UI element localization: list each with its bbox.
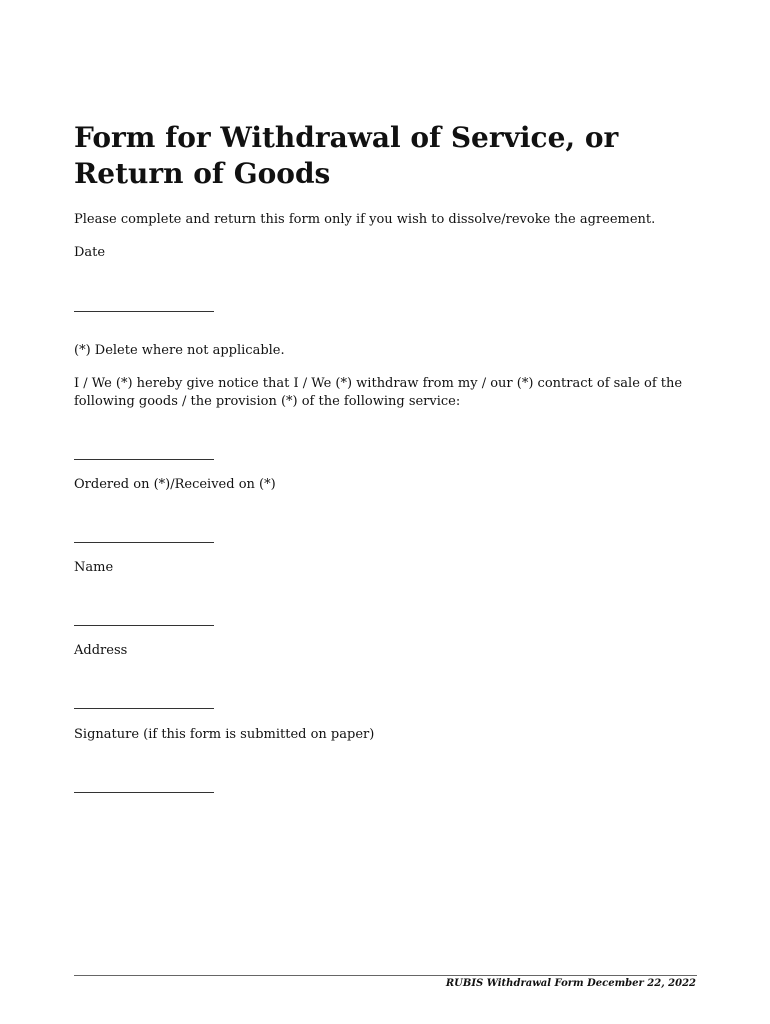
footer-divider xyxy=(74,975,697,976)
footer-text: RUBIS Withdrawal Form December 22, 2022 xyxy=(445,978,696,989)
goods-blank-line xyxy=(74,459,214,460)
address-label: Address xyxy=(74,643,128,658)
ordered-received-label: Ordered on (*)/Received on (*) xyxy=(74,477,276,492)
date-blank-line xyxy=(74,311,214,312)
name-label: Name xyxy=(74,560,114,575)
form-title: Form for Withdrawal of Service, or Return of Goods xyxy=(74,121,619,190)
signature-label: Signature (if this form is submitted on paper) xyxy=(74,727,375,742)
delete-note: (*) Delete where not applicable. xyxy=(74,343,285,358)
signature-blank-line xyxy=(74,792,214,793)
address-blank-line xyxy=(74,708,214,709)
date-label: Date xyxy=(74,245,106,260)
intro-text: Please complete and return this form only if you wish to dissolve/revoke the agreement. xyxy=(74,212,656,227)
ordered-blank-line xyxy=(74,542,214,543)
name-blank-line xyxy=(74,625,214,626)
notice-text: I / We (*) hereby give notice that I / We (*) withdraw from my / our (*) contract of sale of the following goods / the provision (*) of the following service: xyxy=(74,376,683,409)
